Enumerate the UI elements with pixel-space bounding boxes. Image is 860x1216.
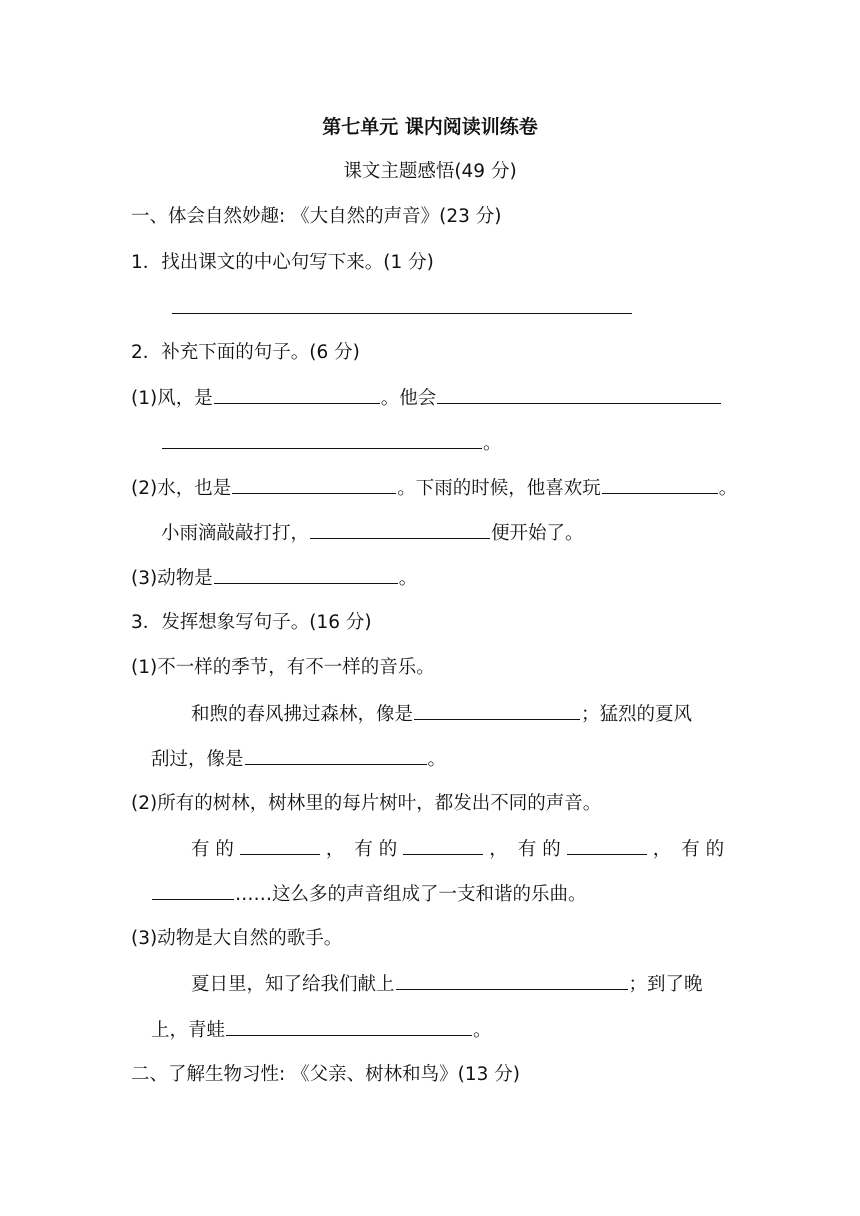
section-2-heading: 二、了解生物习性: 《父亲、树林和鸟》(13 分) [131,1064,520,1085]
q3-p2-comma-1: ， [325,839,345,860]
q3-p1-blank-1[interactable] [414,702,580,720]
q3-p2-word-1: 有 的 [191,839,234,860]
q2-p2-end: 。 [718,478,738,499]
q3-part-1-title: (1)不一样的季节，有不一样的音乐。 [131,657,435,678]
q3-p2-end: ……这么多的声音组成了一支和谐的乐曲。 [235,884,587,905]
question-2-part-1-cont [161,431,502,455]
q3-p1-end: 。 [427,749,447,770]
q3-p2-comma-3: ， [652,839,672,860]
q3-part-3-line-1 [191,972,703,996]
q2-p1-blank-2[interactable] [437,386,721,404]
q2-p1-blank-3[interactable] [162,431,482,449]
q3-p1-prefix: 和煦的春风拂过森林，像是 [191,704,414,725]
q3-p2-word-2: 有 的 [354,839,398,860]
q3-part-3-line-2 [151,1018,492,1042]
q3-part-1-line-2 [151,747,446,771]
q2-p2-mid: 。下雨的时候，他喜欢玩 [397,478,601,499]
q2-p3-prefix: (3)动物是 [131,568,213,589]
q2-p2-line2-end: 便开始了。 [491,523,584,544]
q3-part-2-line-1 [191,837,724,861]
q3-p3-prefix: 夏日里，知了给我们献上 [191,974,395,995]
q3-p1-blank-2[interactable] [245,747,427,765]
q3-part-2-title: (2)所有的树林，树林里的每片树叶，都发出不同的声音。 [131,793,602,814]
q2-p2-blank-2[interactable] [602,476,718,494]
section-1-heading: 一、体会自然妙趣: 《大自然的声音》(23 分) [131,206,502,227]
q3-p2-comma-2: ， [489,839,508,860]
question-2-part-1 [131,386,722,410]
q3-p2-blank-3[interactable] [567,837,647,855]
q3-part-2-line-2 [151,882,587,906]
q3-p3-blank-1[interactable] [396,972,628,990]
q2-p3-blank[interactable] [214,566,398,584]
question-2-part-2 [131,476,737,500]
q2-p1-end: 。 [483,433,502,454]
page-subtitle: 课文主题感悟(49 分) [343,161,517,182]
question-1-text: 1．找出课文的中心句写下来。(1 分) [131,252,434,273]
q2-p1-blank-1[interactable] [214,386,380,404]
q3-p2-blank-1[interactable] [240,837,320,855]
q3-p2-blank-2[interactable] [403,837,483,855]
q2-p2-line2-prefix: 小雨滴敲敲打打， [161,523,310,544]
q2-p2-prefix: (2)水，也是 [131,478,232,499]
page-title: 第七单元 课内阅读训练卷 [322,116,538,138]
q2-p2-blank-1[interactable] [232,476,396,494]
question-3-text: 3．发挥想象写句子。(16 分) [131,612,372,633]
question-1-answer-line[interactable] [171,296,633,320]
question-2-part-2-cont [161,521,584,545]
q3-part-3-title: (3)动物是大自然的歌手。 [131,928,343,949]
q3-p2-blank-4[interactable] [152,882,234,900]
q2-p3-end: 。 [398,568,418,589]
q2-p1-prefix: (1)风，是 [131,388,213,409]
q2-p2-blank-3[interactable] [310,521,490,539]
q3-part-1-line-1 [191,702,692,726]
question-2-text: 2．补充下面的句子。(6 分) [131,342,360,363]
q3-p3-end: 。 [473,1020,492,1041]
question-2-part-3 [131,566,417,590]
q3-p3-mid: ；到了晚 [628,974,703,995]
q3-p3-line2-prefix: 上，青蛙 [151,1020,226,1041]
q3-p1-mid: ；猛烈的夏风 [581,704,693,725]
q3-p3-blank-2[interactable] [226,1018,472,1036]
q3-p2-word-4: 有 的 [681,839,725,860]
q3-p2-word-3: 有 的 [517,839,561,860]
q2-p1-mid: 。他会 [380,388,437,409]
q3-p1-line2-prefix: 刮过，像是 [151,749,244,770]
